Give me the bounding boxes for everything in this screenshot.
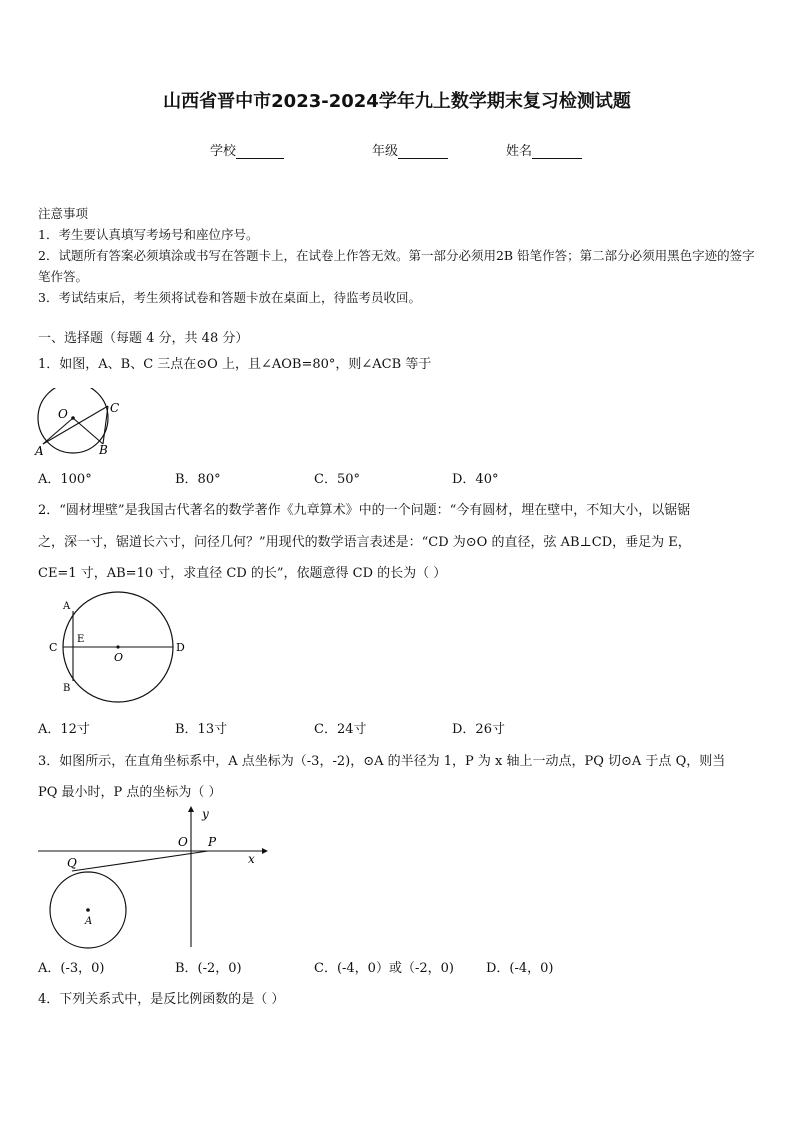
name-blank [532,144,582,159]
q2-label-d: D [176,641,185,654]
q2-label-e: E [77,634,85,645]
q1-label-c: C [110,401,120,415]
notes-item: 2．试题所有答案必须填涂或书写在答题卡上，在试卷上作答无效。第一部分必须用2B 铅笔作答；第二部分必须用黑色字迹的签字笔作答。 [38,248,755,284]
q3-option-c: C．(-4，0）或（-2，0) [314,961,454,976]
q3-option-a: A．(-3，0) [38,961,105,976]
name-field [506,140,582,159]
q1-option-d: D．40° [452,472,499,487]
q1-segment-ob [73,418,103,444]
q3-x-arrow [262,848,268,854]
q1-option-b: B．80° [175,472,221,487]
q3-y-arrow [188,806,194,812]
notes-item: 1．考生要认真填写考场号和座位序号。 [38,227,259,242]
q2-option-b: B．13寸 [175,722,228,737]
notes-block [38,203,758,308]
q3-option-d: D．(-4，0) [486,961,554,976]
q1-option-a: A．100° [38,472,92,487]
q1-figure [30,388,130,456]
q2-label-b: B [63,683,71,694]
school-field [210,140,284,159]
name-label: 姓名 [506,144,533,159]
grade-label: 年级 [372,144,399,159]
q1-segment-ac [43,406,108,444]
q3-stem-line2: PQ 最小时，P 点的坐标为（ ） [38,785,222,800]
q1-option-c: C．50° [314,472,360,487]
q4-stem: 4．下列关系式中，是反比例函数的是（ ） [38,992,285,1007]
q3-label-y: y [202,807,209,821]
notes-heading: 注意事项 [38,206,89,221]
grade-field [372,140,448,159]
q1-label-o: O [58,407,68,421]
q3-figure [30,804,270,952]
q2-label-a: A [63,601,71,612]
school-label: 学校 [210,144,237,159]
q2-stem-line2: 之，深一寸，锯道长六寸，问径几何？”用现代的数学语言表述是：“CD 为⊙O 的直径，弦 AB⊥CD，垂足为 E， [38,535,691,550]
q1-circle [38,388,108,453]
q2-option-d: D．26寸 [452,722,505,737]
q1-label-a: A [35,444,44,456]
q3-tangent-pq [72,851,208,871]
q2-center-dot [116,645,119,648]
q3-label-a: A [85,916,93,927]
q1-segment-oa [43,418,73,444]
q2-label-o: O [114,651,124,664]
q1-center-dot [71,416,75,420]
section-heading: 一、选择题（每题 4 分，共 48 分） [38,331,249,346]
q1-stem: 1．如图，A、B、C 三点在⊙O 上，且∠AOB=80°，则∠ACB 等于 [38,357,432,372]
q3-label-o: O [178,835,188,849]
grade-blank [398,144,448,159]
q3-label-q: Q [67,856,77,870]
q2-figure [44,586,194,706]
notes-item: 3．考试结束后，考生须将试卷和答题卡放在桌面上，待监考员收回。 [38,290,421,305]
page-title: 山西省晋中市2023-2024学年九上数学期末复习检测试题 [163,91,631,112]
q3-stem-line1: 3．如图所示，在直角坐标系中，A 点坐标为（-3，-2)，⊙A 的半径为 1，P 为 x 轴上一动点，PQ 切⊙A 于点 Q，则当 [38,754,726,769]
q2-option-a: A．12寸 [38,722,90,737]
q2-stem-line3: CE=1 寸，AB=10 寸，求直径 CD 的长”，依题意得 CD 的长为（ ） [38,566,447,581]
q3-option-b: B．(-2，0) [175,961,242,976]
q2-label-c: C [49,641,58,654]
q3-point-a [86,908,90,912]
q2-stem-line1: 2．“圆材埋壁”是我国古代著名的数学著作《九章算术》中的一个问题：“今有圆材，埋在壁中，不知大小，以锯锯 [38,503,691,518]
q2-option-c: C．24寸 [314,722,367,737]
q3-label-x: x [248,852,255,866]
school-blank [236,144,284,159]
q3-label-p: P [208,835,217,849]
q1-label-b: B [99,443,108,456]
